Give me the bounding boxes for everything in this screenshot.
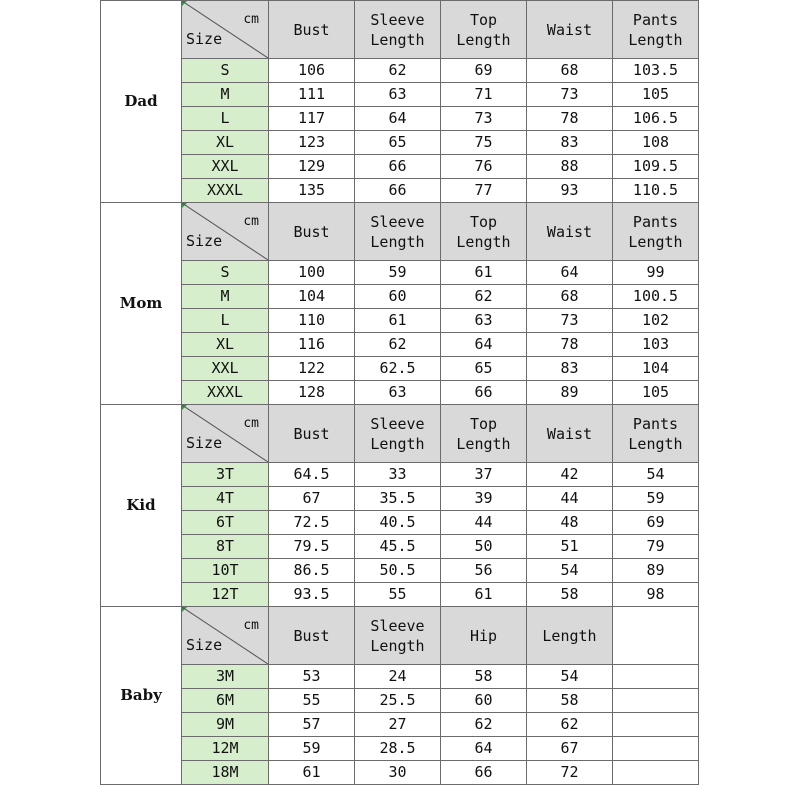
column-header-label: Pants Length: [628, 414, 683, 453]
measurement-cell: 62: [527, 713, 613, 737]
measurement-cell: 62: [441, 713, 527, 737]
size-unit-corner: [182, 607, 269, 665]
table-row: [101, 511, 699, 535]
measurement-cell: 61: [441, 583, 527, 607]
measurement-cell: 64: [441, 737, 527, 761]
measurement-cell: 45.5: [355, 535, 441, 559]
table-row: [101, 155, 699, 179]
column-header: [527, 405, 613, 463]
size-header-label: Size: [186, 30, 223, 48]
measurement-cell: 93.5: [269, 583, 355, 607]
table-row: [101, 665, 699, 689]
group-header-row: [101, 405, 699, 463]
measurement-cell: 102: [613, 309, 699, 333]
column-header-label: Top Length: [456, 414, 511, 453]
measurement-cell: 104: [269, 285, 355, 309]
column-header-label: Sleeve Length: [370, 212, 425, 251]
measurement-cell: 110: [269, 309, 355, 333]
measurement-cell: 98: [613, 583, 699, 607]
measurement-cell: 71: [441, 83, 527, 107]
measurement-cell: 75: [441, 131, 527, 155]
measurement-cell: 28.5: [355, 737, 441, 761]
measurement-cell: 59: [613, 487, 699, 511]
column-header-label: Hip: [469, 626, 498, 645]
measurement-cell: 62: [441, 285, 527, 309]
measurement-cell: 68: [527, 285, 613, 309]
measurement-cell: 67: [269, 487, 355, 511]
measurement-cell: 116: [269, 333, 355, 357]
measurement-cell: 62.5: [355, 357, 441, 381]
column-header: [527, 1, 613, 59]
column-header-label: Sleeve Length: [370, 616, 425, 655]
measurement-cell: 117: [269, 107, 355, 131]
size-cell: L: [182, 107, 269, 131]
measurement-cell: 123: [269, 131, 355, 155]
measurement-cell: 76: [441, 155, 527, 179]
table-row: [101, 59, 699, 83]
empty-cell: [613, 689, 699, 713]
size-cell: XXL: [182, 357, 269, 381]
empty-cell: [613, 713, 699, 737]
size-cell: XXXL: [182, 179, 269, 203]
size-cell: L: [182, 309, 269, 333]
measurement-cell: 110.5: [613, 179, 699, 203]
table-row: [101, 131, 699, 155]
empty-cell: [613, 607, 699, 665]
measurement-cell: 77: [441, 179, 527, 203]
measurement-cell: 103: [613, 333, 699, 357]
unit-label: cm: [243, 214, 259, 229]
table-row: [101, 487, 699, 511]
size-cell: 4T: [182, 487, 269, 511]
measurement-cell: 128: [269, 381, 355, 405]
table-row: [101, 83, 699, 107]
column-header: [441, 607, 527, 665]
measurement-cell: 99: [613, 261, 699, 285]
measurement-cell: 83: [527, 131, 613, 155]
measurement-cell: 48: [527, 511, 613, 535]
measurement-cell: 53: [269, 665, 355, 689]
group-header-row: [101, 1, 699, 59]
size-table: [100, 0, 699, 785]
size-cell: 12M: [182, 737, 269, 761]
size-cell: 8T: [182, 535, 269, 559]
measurement-cell: 33: [355, 463, 441, 487]
measurement-cell: 61: [441, 261, 527, 285]
table-row: [101, 535, 699, 559]
column-header: [441, 1, 527, 59]
measurement-cell: 66: [441, 381, 527, 405]
empty-cell: [613, 737, 699, 761]
size-cell: 6T: [182, 511, 269, 535]
column-header: [441, 405, 527, 463]
measurement-cell: 68: [527, 59, 613, 83]
measurement-cell: 54: [527, 665, 613, 689]
column-header: [527, 203, 613, 261]
measurement-cell: 100.5: [613, 285, 699, 309]
table-row: [101, 737, 699, 761]
measurement-cell: 58: [527, 689, 613, 713]
table-row: [101, 179, 699, 203]
measurement-cell: 78: [527, 107, 613, 131]
group-header-row: [101, 203, 699, 261]
measurement-cell: 60: [441, 689, 527, 713]
column-header-label: Pants Length: [628, 10, 683, 49]
column-header: [269, 607, 355, 665]
measurement-cell: 44: [527, 487, 613, 511]
group-label-kid: Kid: [101, 405, 182, 607]
size-cell: 9M: [182, 713, 269, 737]
measurement-cell: 25.5: [355, 689, 441, 713]
measurement-cell: 65: [355, 131, 441, 155]
group-header-row: [101, 607, 699, 665]
column-header: [613, 405, 699, 463]
column-header: [355, 203, 441, 261]
measurement-cell: 63: [441, 309, 527, 333]
table-row: [101, 381, 699, 405]
measurement-cell: 39: [441, 487, 527, 511]
measurement-cell: 60: [355, 285, 441, 309]
measurement-cell: 135: [269, 179, 355, 203]
column-header: [269, 405, 355, 463]
column-header: [441, 203, 527, 261]
table-row: [101, 689, 699, 713]
size-cell: 3T: [182, 463, 269, 487]
table-row: [101, 583, 699, 607]
measurement-cell: 104: [613, 357, 699, 381]
measurement-cell: 105: [613, 381, 699, 405]
measurement-cell: 61: [269, 761, 355, 785]
size-cell: 18M: [182, 761, 269, 785]
size-header-label: Size: [186, 232, 223, 250]
column-header-label: Sleeve Length: [370, 414, 425, 453]
column-header-label: Waist: [546, 20, 593, 39]
measurement-cell: 66: [441, 761, 527, 785]
column-header-label: Length: [542, 626, 597, 645]
measurement-cell: 89: [613, 559, 699, 583]
column-header-label: Bust: [293, 626, 330, 645]
column-header-label: Waist: [546, 222, 593, 241]
measurement-cell: 79.5: [269, 535, 355, 559]
size-cell: 6M: [182, 689, 269, 713]
measurement-cell: 83: [527, 357, 613, 381]
size-unit-corner: [182, 1, 269, 59]
table-row: [101, 713, 699, 737]
size-cell: XXXL: [182, 381, 269, 405]
measurement-cell: 55: [355, 583, 441, 607]
size-cell: M: [182, 285, 269, 309]
size-cell: 12T: [182, 583, 269, 607]
size-cell: S: [182, 261, 269, 285]
measurement-cell: 64.5: [269, 463, 355, 487]
table-row: [101, 463, 699, 487]
group-label-mom: Mom: [101, 203, 182, 405]
measurement-cell: 54: [613, 463, 699, 487]
group-label-dad: Dad: [101, 1, 182, 203]
measurement-cell: 69: [613, 511, 699, 535]
size-cell: 3M: [182, 665, 269, 689]
table-row: [101, 261, 699, 285]
table-row: [101, 309, 699, 333]
column-header-label: Pants Length: [628, 212, 683, 251]
column-header-label: Bust: [293, 20, 330, 39]
column-header-label: Waist: [546, 424, 593, 443]
size-cell: XL: [182, 333, 269, 357]
measurement-cell: 66: [355, 179, 441, 203]
measurement-cell: 58: [441, 665, 527, 689]
measurement-cell: 35.5: [355, 487, 441, 511]
column-header: [269, 203, 355, 261]
column-header-label: Bust: [293, 222, 330, 241]
column-header: [355, 405, 441, 463]
column-header: [355, 1, 441, 59]
measurement-cell: 86.5: [269, 559, 355, 583]
measurement-cell: 62: [355, 333, 441, 357]
measurement-cell: 51: [527, 535, 613, 559]
table-row: [101, 559, 699, 583]
column-header-label: Top Length: [456, 212, 511, 251]
measurement-cell: 61: [355, 309, 441, 333]
measurement-cell: 50.5: [355, 559, 441, 583]
measurement-cell: 64: [527, 261, 613, 285]
measurement-cell: 65: [441, 357, 527, 381]
empty-cell: [613, 761, 699, 785]
unit-label: cm: [243, 12, 259, 27]
measurement-cell: 54: [527, 559, 613, 583]
size-cell: M: [182, 83, 269, 107]
measurement-cell: 40.5: [355, 511, 441, 535]
measurement-cell: 78: [527, 333, 613, 357]
unit-label: cm: [243, 416, 259, 431]
measurement-cell: 59: [355, 261, 441, 285]
measurement-cell: 122: [269, 357, 355, 381]
table-row: [101, 285, 699, 309]
measurement-cell: 73: [441, 107, 527, 131]
measurement-cell: 72: [527, 761, 613, 785]
measurement-cell: 73: [527, 309, 613, 333]
measurement-cell: 69: [441, 59, 527, 83]
group-label-baby: Baby: [101, 607, 182, 785]
table-row: [101, 333, 699, 357]
measurement-cell: 50: [441, 535, 527, 559]
size-cell: S: [182, 59, 269, 83]
measurement-cell: 88: [527, 155, 613, 179]
measurement-cell: 64: [441, 333, 527, 357]
measurement-cell: 105: [613, 83, 699, 107]
measurement-cell: 62: [355, 59, 441, 83]
measurement-cell: 58: [527, 583, 613, 607]
measurement-cell: 27: [355, 713, 441, 737]
measurement-cell: 108: [613, 131, 699, 155]
measurement-cell: 111: [269, 83, 355, 107]
table-row: [101, 761, 699, 785]
measurement-cell: 44: [441, 511, 527, 535]
measurement-cell: 73: [527, 83, 613, 107]
measurement-cell: 66: [355, 155, 441, 179]
measurement-cell: 67: [527, 737, 613, 761]
column-header-label: Sleeve Length: [370, 10, 425, 49]
size-cell: 10T: [182, 559, 269, 583]
measurement-cell: 37: [441, 463, 527, 487]
measurement-cell: 63: [355, 381, 441, 405]
measurement-cell: 57: [269, 713, 355, 737]
measurement-cell: 106: [269, 59, 355, 83]
column-header: [613, 1, 699, 59]
measurement-cell: 89: [527, 381, 613, 405]
measurement-cell: 24: [355, 665, 441, 689]
measurement-cell: 42: [527, 463, 613, 487]
measurement-cell: 100: [269, 261, 355, 285]
unit-label: cm: [243, 618, 259, 633]
measurement-cell: 56: [441, 559, 527, 583]
measurement-cell: 79: [613, 535, 699, 559]
column-header: [527, 607, 613, 665]
table-row: [101, 107, 699, 131]
measurement-cell: 109.5: [613, 155, 699, 179]
measurement-cell: 106.5: [613, 107, 699, 131]
measurement-cell: 103.5: [613, 59, 699, 83]
size-header-label: Size: [186, 636, 223, 654]
measurement-cell: 59: [269, 737, 355, 761]
measurement-cell: 72.5: [269, 511, 355, 535]
size-unit-corner: [182, 203, 269, 261]
column-header-label: Top Length: [456, 10, 511, 49]
measurement-cell: 63: [355, 83, 441, 107]
size-cell: XXL: [182, 155, 269, 179]
measurement-cell: 64: [355, 107, 441, 131]
table-row: [101, 357, 699, 381]
size-cell: XL: [182, 131, 269, 155]
column-header: [355, 607, 441, 665]
measurement-cell: 93: [527, 179, 613, 203]
column-header-label: Bust: [293, 424, 330, 443]
size-header-label: Size: [186, 434, 223, 452]
column-header: [269, 1, 355, 59]
measurement-cell: 30: [355, 761, 441, 785]
size-unit-corner: [182, 405, 269, 463]
empty-cell: [613, 665, 699, 689]
measurement-cell: 55: [269, 689, 355, 713]
column-header: [613, 203, 699, 261]
measurement-cell: 129: [269, 155, 355, 179]
